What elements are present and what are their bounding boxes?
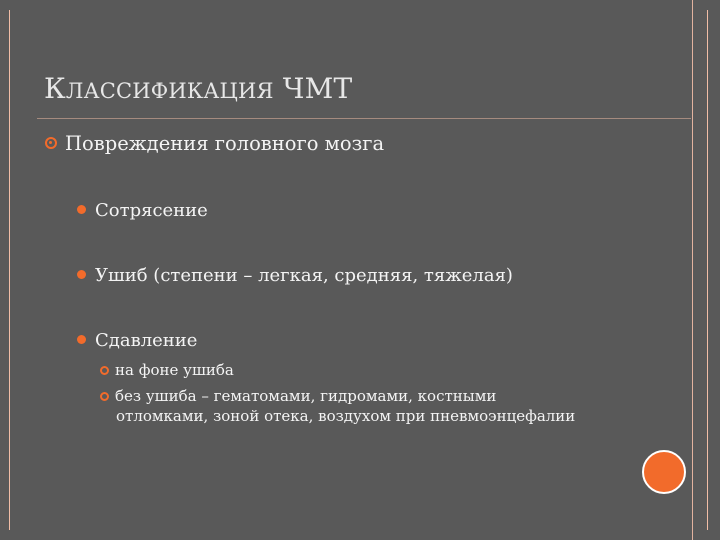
title-divider (37, 118, 691, 119)
ring-bullet-icon (45, 137, 57, 149)
slide-title (44, 72, 352, 105)
title-rest: ЧМТ (273, 72, 353, 105)
sub-item-without-contusion (100, 386, 640, 426)
title-smallcaps: ЛАССИФИКАЦИЯ (65, 79, 274, 103)
level1-text: Повреждения головного мозга (65, 132, 385, 155)
list-item-compression (77, 330, 197, 351)
title-initial: К (44, 72, 66, 105)
sub-item-text: на фоне ушиба (115, 361, 234, 379)
list-item-text: Сотрясение (95, 200, 208, 221)
list-item-concussion (77, 200, 208, 221)
ring-bullet-icon (100, 392, 109, 401)
side-rule (692, 0, 693, 540)
ring-bullet-icon (100, 366, 109, 375)
level1-item (45, 132, 384, 155)
dot-bullet-icon (77, 335, 86, 344)
list-item-contusion (77, 265, 513, 286)
dot-bullet-icon (77, 205, 86, 214)
list-item-text: Сдавление (95, 330, 198, 351)
sub-item-text-line2: отломками, зоной отека, воздухом при пневмоэнцефалии (116, 407, 576, 425)
list-item-text: Ушиб (степени – легкая, средняя, тяжелая) (95, 265, 513, 286)
dot-bullet-icon (77, 270, 86, 279)
sub-item-with-contusion (100, 360, 640, 380)
decorative-circle (642, 450, 686, 494)
sub-item-text-line1: без ушиба – гематомами, гидромами, костными (115, 387, 497, 405)
